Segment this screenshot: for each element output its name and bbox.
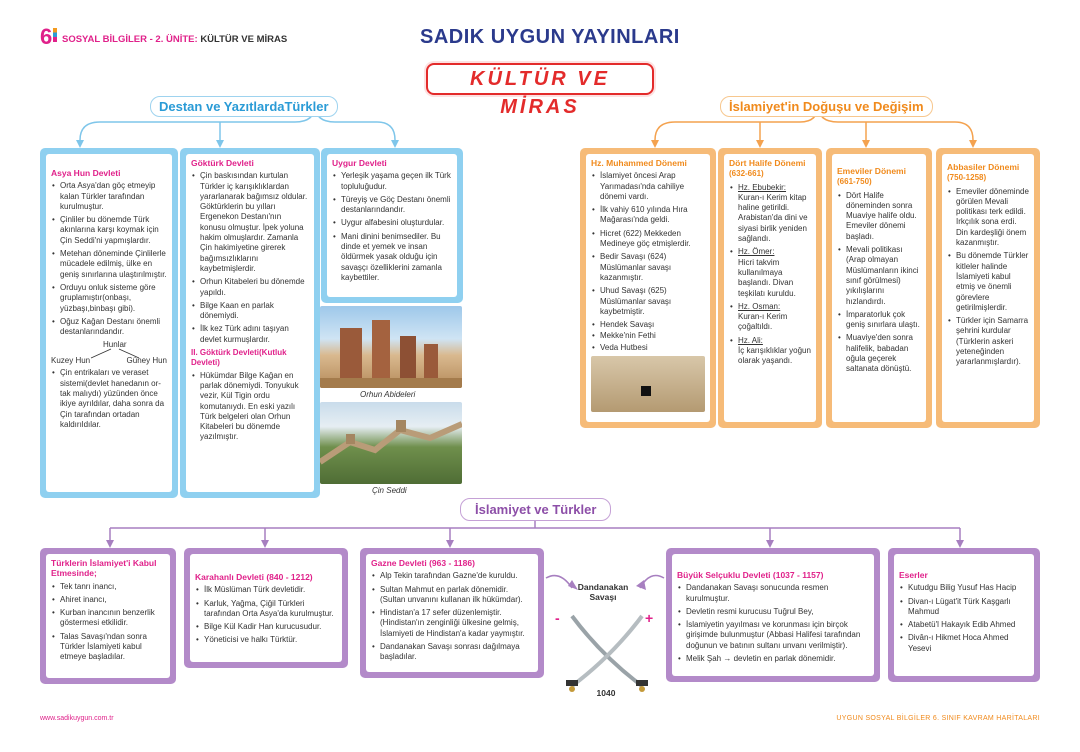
cin-seddi-caption: Çin Seddi	[372, 486, 407, 495]
halife-text: Kuran-ı Kerim çoğaltıldı.	[738, 312, 788, 332]
list-item: • İlk Müslüman Türk devletidir.	[195, 585, 337, 595]
list-item: • Çin entrikaları ve veraset sistemi(devlet hanedanın or- tak malıydı) yüzünden önce ikiye ayrıldılar, daha sonra da Çin tarafından ortadan kaldırıldılar.	[51, 368, 167, 430]
card-title: Karahanlı Devleti (840 - 1212)	[195, 572, 313, 582]
card-hz-muhammed	[580, 148, 716, 428]
branch-title-islamiyet: İslamiyet'in Doğuşu ve Değişim	[720, 96, 933, 117]
card-buyuk-selcuklu	[666, 548, 880, 682]
card-uygur	[321, 148, 463, 303]
card-date: (661-750)	[837, 177, 872, 187]
card-title: Emeviler Dönemi	[837, 166, 906, 176]
branch-title-islamiyet-turkler: İslamiyet ve Türkler	[460, 498, 611, 521]
card-title: Hz. Muhammed Dönemi	[591, 158, 687, 168]
list-item: • Mani dinini benimsediler. Bu dinde et yemek ve insan öldürmek yasak olduğu için savaşçı özelliklerini zamanla kaybettiler.	[332, 232, 452, 283]
card-title: Uygur Devleti	[332, 158, 387, 168]
list-item: • Mevali politikası (Arap olmayan Müslümanların ikinci sınıf görülmesi) yıkılışlarını hızlandırdı.	[837, 245, 921, 307]
list-item: • Sultan Mahmut en parlak dönemidir. (Sultan unvanını kullanan ilk hükümdar).	[371, 585, 533, 606]
list-item: • Hendek Savaşı	[591, 320, 705, 330]
plus-sign: +	[645, 610, 654, 626]
footer-website: www.sadikuygun.com.tr	[40, 715, 114, 722]
list-item	[729, 247, 811, 257]
orhun-illustration	[320, 306, 462, 388]
split-arrows	[81, 348, 151, 360]
footer-series: UYGUN SOSYAL BİLGİLER 6. SINIF KAVRAM HARİTALARI	[836, 715, 1040, 722]
card-title: Göktürk Devleti	[191, 158, 254, 168]
card-list	[899, 583, 1029, 654]
halife-text: Hicri takvim kullanılmaya başlandı. Divan teşkilatı kuruldu.	[738, 257, 796, 298]
list-item: • Orhun Kitabeleri bu dönemde yapıldı.	[191, 277, 309, 298]
list-item: • Hicret (622) Mekkeden Medineye göç etmişlerdir.	[591, 229, 705, 250]
card-list	[191, 171, 309, 345]
card-list	[51, 368, 167, 430]
list-item: • Karluk, Yağma, Çiğil Türkleri tarafından Orta Asya'da kurulmuştur.	[195, 599, 337, 620]
card-title: Abbasiler Dönemi	[947, 162, 1020, 172]
card-list	[332, 171, 452, 283]
main-title: KÜLTÜR VE MİRAS	[470, 68, 610, 118]
list-item: • Atabetü'l Hakayık Edib Ahmed	[899, 620, 1029, 630]
publisher-title: SADIK UYGUN YAYINLARI	[420, 26, 680, 48]
list-item: • İslamiyet öncesi Arap Yarımadası'nda cahiliye dönemi vardı.	[591, 171, 705, 202]
list-item: • Dandanakan Savaşı sonucunda resmen kurulmuştur.	[677, 583, 869, 604]
card-title: Eserler	[899, 570, 928, 580]
card-list	[729, 247, 811, 257]
subject-prefix: SOSYAL BİLGİLER - 2. ÜNİTE:	[62, 34, 198, 45]
orhun-caption: Orhun Abideleri	[360, 390, 416, 399]
grade-color-bar	[53, 28, 57, 42]
list-item: • Bu dönemde Türkler kitleler halinde İslamiyeti kabul etmiş ve önemli görevlere getirilmişlerdir.	[947, 251, 1029, 313]
card-abbasiler	[936, 148, 1040, 428]
list-item: • Hükümdar Bilge Kağan en parlak dönemiydi. Tonyukuk vezir, Kül Tigin ordu komutanıydı. En eski yazılı Türk belgeleri olan Orhun Kitabeleri bu dönemde yazılmıştır.	[191, 371, 309, 443]
halife-name: Hz. Osman:	[738, 301, 781, 311]
halife-name: Hz. Ebubekir:	[738, 182, 787, 192]
grade-number: 6	[40, 24, 53, 49]
list-item: • Divân-ı Hikmet Hoca Ahmed Yesevi	[899, 633, 1029, 654]
card-list	[729, 302, 811, 312]
card-gazne	[360, 548, 544, 678]
branch-title-destan: Destan ve YazıtlardaTürkler	[150, 96, 338, 117]
list-item: • İlk vahiy 610 yılında Hıra Mağarası'nda geldi.	[591, 205, 705, 226]
card-eserler	[888, 548, 1040, 682]
list-item: • Ahiret inancı,	[51, 595, 165, 605]
card-date: (750-1258)	[947, 173, 987, 183]
card-title: Dört Halife Dönemi	[729, 158, 806, 168]
list-item: • Yerleşik yaşama geçen ilk Türk topluluğudur.	[332, 171, 452, 192]
list-item: • Türeyiş ve Göç Destanı önemli destanlarındandır.	[332, 195, 452, 216]
split-top: Hunlar	[103, 340, 127, 350]
list-item: • Muaviye'den sonra halifelik, babadan oğula geçerek saltanata dönüştü.	[837, 333, 921, 374]
card-list	[195, 585, 337, 645]
list-item: • İmparatorluk çok geniş sınırlara ulaştı.	[837, 310, 921, 331]
cin-seddi-photo	[320, 402, 462, 484]
card-list	[371, 571, 533, 662]
card-date: (632-661)	[729, 169, 764, 179]
card-subtitle: II. Göktürk Devleti(Kutluk Devleti)	[191, 348, 287, 368]
list-item: • Türkler için Samarra şehrini kurdular (Türklerin askeri yeteneğinden yararlanmışlardır).	[947, 316, 1029, 367]
subject-heading	[62, 34, 287, 45]
card-emeviler	[826, 148, 932, 428]
card-title: Gazne Devleti (963 - 1186)	[371, 558, 475, 568]
list-item: • Çin baskısından kurtulan Türkler iç karışıklıklardan yararlanarak bağımsız oldular. Göktürklerin bu yılları Ergenekon Destanı'nın konusu olmuştur. İpek yoluna hakim olmuşlardır. Zamanla Çin hakimiyetine girerek bağımsızlıklarını kaybetmişlerdir.	[191, 171, 309, 274]
list-item: • Metehan döneminde Çinlilerle mücadele edilmiş, ülke en geniş sınırlarına ulaştırılmıştır.	[51, 249, 167, 280]
list-item: • Kutudgu Bilig Yusuf Has Hacip	[899, 583, 1029, 593]
card-list	[729, 336, 811, 346]
card-title: Büyük Selçuklu Devleti (1037 - 1157)	[677, 570, 824, 580]
list-item: • Dört Halife döneminden sonra Muaviye halife oldu. Emeviler dönemi başladı.	[837, 191, 921, 242]
list-item: • Hindistan'a 17 sefer düzenlemiştir. (Hindistan'ın zenginliği ülkesine gelmiş, İslamiyeti de Hindistan'a kadar yaymıştır.	[371, 608, 533, 639]
list-item: • Emeviler döneminde görülen Mevali politikası terk edildi. Irkçılık sona erdi. Din kardeşliği önem kazanmıştır.	[947, 187, 1029, 249]
list-item: • Melik Şah → devletin en parlak dönemidir.	[677, 654, 869, 664]
list-item: • Dandanakan Savaşı sonrası dağılmaya başladılar.	[371, 642, 533, 663]
kabe-photo	[591, 356, 705, 412]
list-item: • Divan-ı Lügat'it Türk Kaşgarlı Mahmud	[899, 597, 1029, 618]
card-karahanli	[184, 548, 348, 668]
dandanakan-label: Dandanakan Savaşı	[577, 582, 629, 602]
card-list	[677, 583, 869, 664]
main-title-banner	[426, 63, 654, 118]
list-item: • Uhud Savaşı (625) Müslümanlar savaşı kaybetmiştir.	[591, 286, 705, 317]
split-right: Güney Hun	[126, 356, 167, 366]
list-item: • Orduyu onluk sisteme göre gruplamıştır(onbaşı, yüzbaşı,binbaşı gibi).	[51, 283, 167, 314]
card-list	[191, 371, 309, 443]
card-title: Asya Hun Devleti	[51, 168, 121, 178]
list-item: • Oğuz Kağan Destanı önemli destanlarındandır.	[51, 317, 167, 338]
list-item: • Alp Tekin tarafından Gazne'de kuruldu.	[371, 571, 533, 581]
card-dort-halife	[718, 148, 822, 428]
list-item: • Veda Hutbesi	[591, 343, 705, 353]
list-item	[729, 336, 811, 346]
list-item: • Orta Asya'dan göç etmeyip kalan Türkler tarafından kurulmuştur.	[51, 181, 167, 212]
list-item: • İlk kez Türk adını taşıyan devlet kurmuşlardır.	[191, 324, 309, 345]
halife-text: Kuran-ı Kerim kitap haline getirildi. Arabistan'da dini ve siyasi birlik yeniden sağlandı.	[738, 192, 808, 244]
card-list	[51, 181, 167, 337]
list-item	[729, 302, 811, 312]
card-islamiyet-kabul	[40, 548, 176, 684]
list-item: • Yöneticisi ve halkı Türktür.	[195, 635, 337, 645]
cin-seddi-illustration	[320, 402, 462, 484]
list-item: • Uygur alfabesini oluşturdular.	[332, 218, 452, 228]
list-item: • Devletin resmi kurucusu Tuğrul Bey,	[677, 607, 869, 617]
card-title: Türklerin İslamiyet'i Kabul Etmesinde;	[51, 558, 157, 579]
orhun-photo	[320, 306, 462, 388]
card-list	[51, 582, 165, 663]
halife-name: Hz. Ali:	[738, 335, 763, 345]
list-item: • Tek tanrı inancı,	[51, 582, 165, 592]
list-item	[729, 183, 811, 193]
list-item: • Bilge Kül Kadir Han kurucusudur.	[195, 622, 337, 632]
split-left: Kuzey Hun	[51, 356, 91, 366]
halife-name: Hz. Ömer:	[738, 247, 775, 257]
card-list	[729, 183, 811, 193]
card-asya-hun	[40, 148, 178, 498]
list-item: • Çinliler bu dönemde Türk akınlarına karşı koymak için Çin Seddi'ni yapmışlardır.	[51, 215, 167, 246]
hun-split-diagram	[51, 340, 167, 368]
minus-sign: -	[555, 610, 560, 626]
list-item: • İslamiyetin yayılması ve korunması için birçok girişimde bulunmuştur (Abbasi Halifesi tarafından doğunun ve batının sultanı unvanı verilmiştir).	[677, 620, 869, 651]
kabe-icon	[641, 386, 651, 396]
halife-text: İç karışıklıklar yoğun olarak yaşandı.	[738, 346, 811, 366]
card-list	[591, 171, 705, 353]
list-item: • Talas Savaşı'ndan sonra Türkler İslamiyeti kabul etmeye başladılar.	[51, 632, 165, 663]
card-list	[837, 191, 921, 375]
crossed-swords-icon	[552, 576, 662, 706]
list-item: • Bilge Kaan en parlak dönemiydi.	[191, 301, 309, 322]
card-gokturk	[180, 148, 320, 498]
list-item: • Mekke'nin Fethi	[591, 331, 705, 341]
subject-unit: KÜLTÜR VE MİRAS	[200, 34, 288, 45]
battle-year: 1040	[596, 688, 616, 698]
card-list	[947, 187, 1029, 368]
list-item: • Bedir Savaşı (624) Müslümanlar savaşı kazanmıştır.	[591, 252, 705, 283]
list-item: • Kurban inancının benzerlik göstermesi etkilidir.	[51, 608, 165, 629]
